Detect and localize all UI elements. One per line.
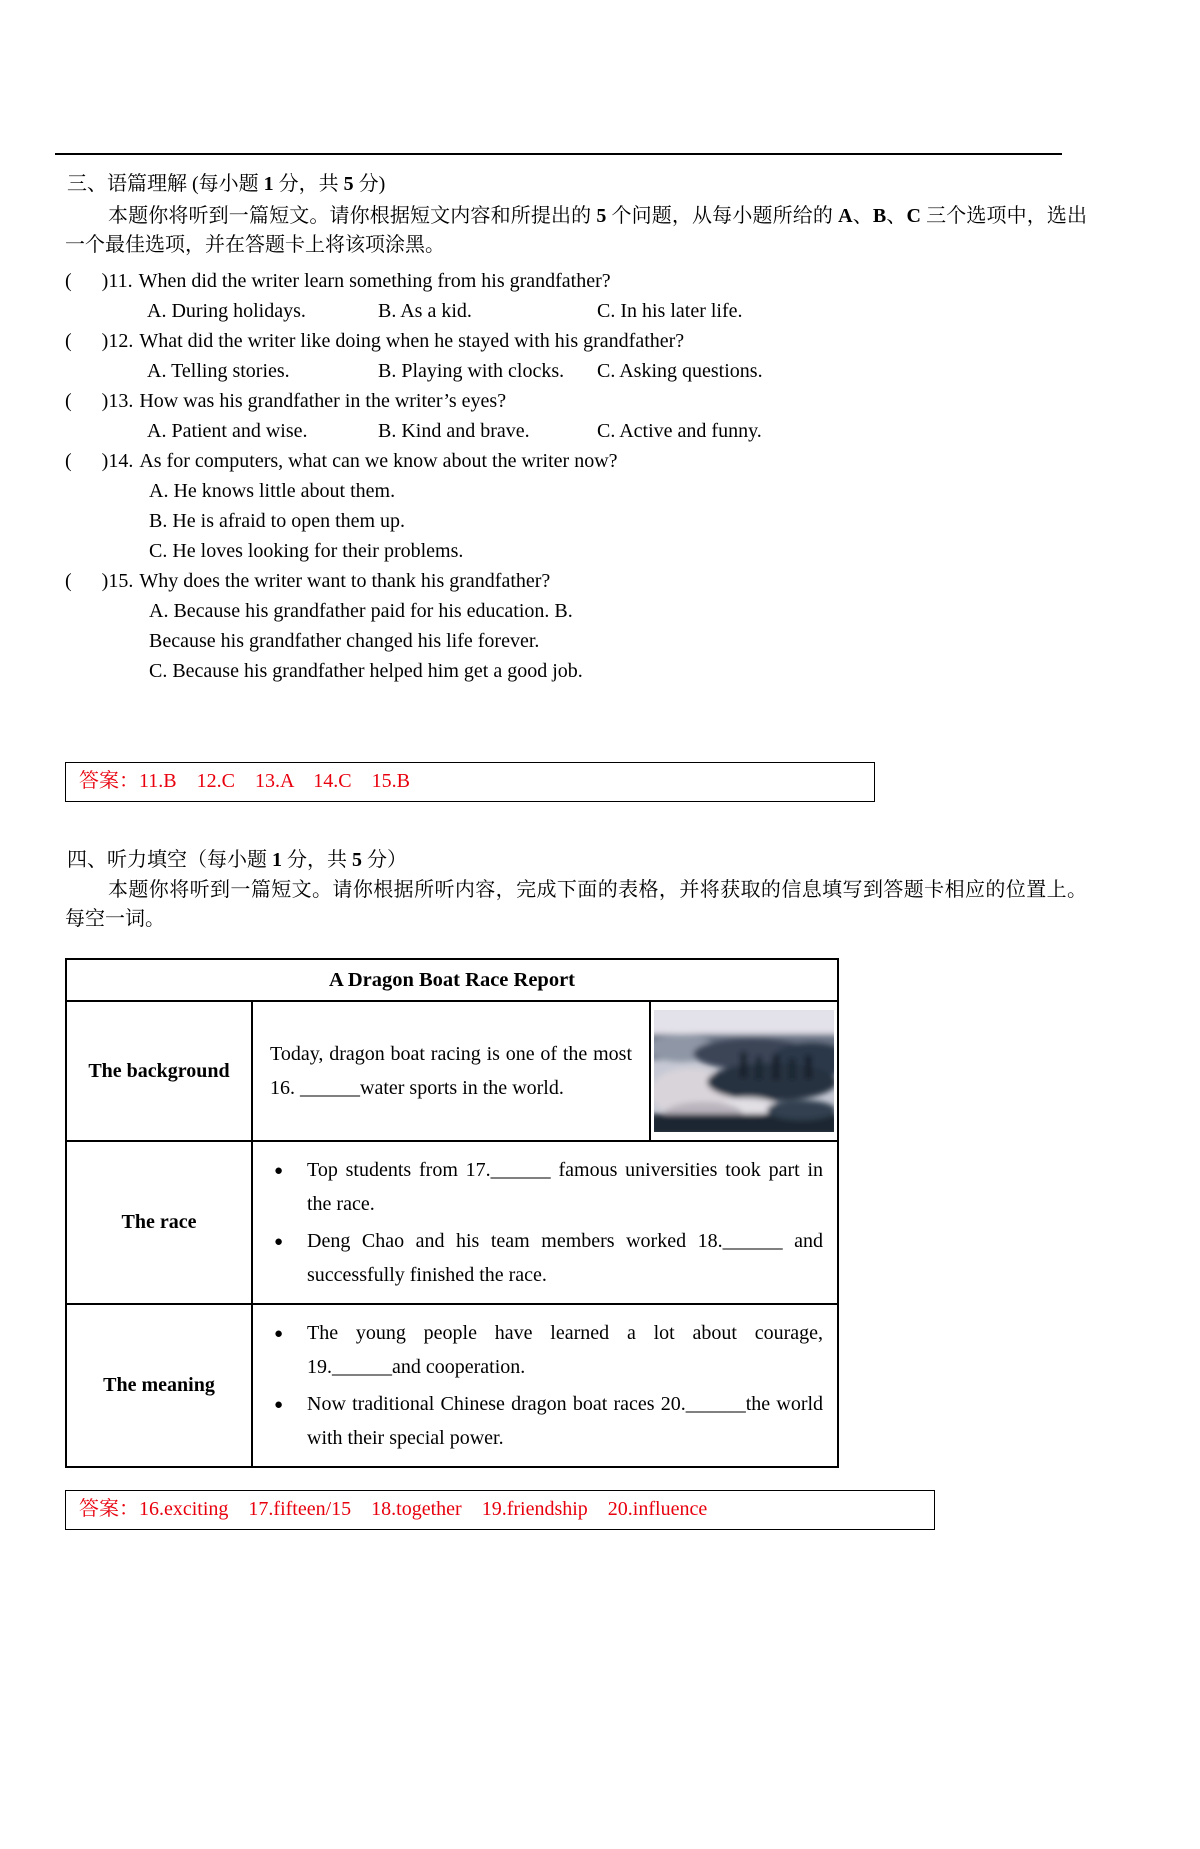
question-12 <box>65 326 1090 386</box>
answer-label: 答案： <box>79 1498 139 1520</box>
section4-answer-box <box>65 1490 935 1530</box>
answer-paren: ( ) <box>65 390 109 412</box>
question-number: 14. <box>108 450 134 472</box>
option-c: C. Because his grandfather helped him get a good job. <box>149 660 583 682</box>
option-b: B. Playing with clocks. <box>378 360 565 382</box>
dragon-boat-race-photo <box>654 1010 834 1132</box>
option-b: B. Kind and brave. <box>378 420 530 442</box>
dragon-boat-report-table <box>65 958 839 1468</box>
answer-values: 16.exciting 17.fifteen/15 18.together 19.friendship 20.influence <box>139 1498 708 1520</box>
question-text: How was his grandfather in the writer’s eyes? <box>139 390 507 412</box>
section3-answer-box <box>65 762 875 802</box>
question-number: 12. <box>108 330 134 352</box>
page <box>0 153 1200 1530</box>
option-c: C. Asking questions. <box>597 360 763 382</box>
section3-instructions: 本题你将听到一篇短文。请你根据短文内容和所提出的 5 个问题，从每小题所给的 A、B、C 三个选项中，选出一个最佳选项，并在答题卡上将该项涂黑。 <box>65 205 1088 256</box>
table-title: A Dragon Boat Race Report <box>66 959 838 1001</box>
question-text: When did the writer learn something from his grandfather? <box>138 270 611 292</box>
option-a: A. He knows little about them. <box>149 480 396 502</box>
row-label: The meaning <box>66 1304 252 1467</box>
answer-values: 11.B 12.C 13.A 14.C 15.B <box>139 770 410 792</box>
option-b-continuation: Because his grandfather changed his life forever. <box>149 630 540 652</box>
question-number: 11. <box>108 270 133 292</box>
section4-instructions: 本题你将听到一篇短文。请你根据所听内容，完成下面的表格，并将获取的信息填写到答题卡相应的位置上。每空一词。 <box>65 879 1087 930</box>
answer-paren: ( ) <box>65 450 109 472</box>
question-15 <box>65 566 1090 686</box>
question-number: 13. <box>108 390 134 412</box>
section3-heading: 三、语篇理解 (每小题 1 分，共 5 分) <box>67 173 386 195</box>
race-bullet-1: ● Top students from 17.______ famous universities took part in the race. <box>271 1153 823 1221</box>
question-text: Why does the writer want to thank his grandfather? <box>139 570 551 592</box>
race-bullet-2: ● Deng Chao and his team members worked 18.______ and successfully finished the race. <box>271 1224 823 1292</box>
option-a: A. During holidays. <box>147 300 306 322</box>
answer-paren: ( ) <box>65 270 109 292</box>
option-b: B. He is afraid to open them up. <box>149 510 406 532</box>
option-b: B. As a kid. <box>378 300 472 322</box>
option-a: A. Telling stories. <box>147 360 290 382</box>
question-14 <box>65 446 1090 566</box>
section3-questions <box>65 266 1090 686</box>
row-label: The race <box>66 1141 252 1304</box>
answer-label: 答案： <box>79 770 139 792</box>
row-label: The background <box>66 1001 252 1141</box>
meaning-bullet-1: ● The young people have learned a lot about courage, 19.______and cooperation. <box>271 1316 823 1384</box>
question-11 <box>65 266 1090 326</box>
top-divider <box>55 153 1062 155</box>
option-a: A. Because his grandfather paid for his education. B. <box>149 600 573 622</box>
question-number: 15. <box>108 570 134 592</box>
meaning-bullet-2: ● Now traditional Chinese dragon boat races 20.______the world with their special power. <box>271 1387 823 1455</box>
answer-paren: ( ) <box>65 570 109 592</box>
option-c: C. He loves looking for their problems. <box>149 540 464 562</box>
background-text-line1: Today, dragon boat racing is one of the most <box>270 1043 632 1065</box>
question-text: What did the writer like doing when he stayed with his grandfather? <box>139 330 685 352</box>
option-c: C. Active and funny. <box>597 420 762 442</box>
option-a: A. Patient and wise. <box>147 420 308 442</box>
option-c: C. In his later life. <box>597 300 743 322</box>
question-text: As for computers, what can we know about the writer now? <box>139 450 618 472</box>
table-row-race <box>66 1141 838 1304</box>
question-13 <box>65 386 1090 446</box>
table-row-background <box>66 1001 838 1141</box>
background-text-line2: 16. ______water sports in the world. <box>270 1077 564 1099</box>
table-title-row <box>66 959 838 1001</box>
table-row-meaning <box>66 1304 838 1467</box>
section4-heading: 四、听力填空（每小题 1 分，共 5 分） <box>67 849 407 871</box>
answer-paren: ( ) <box>65 330 109 352</box>
